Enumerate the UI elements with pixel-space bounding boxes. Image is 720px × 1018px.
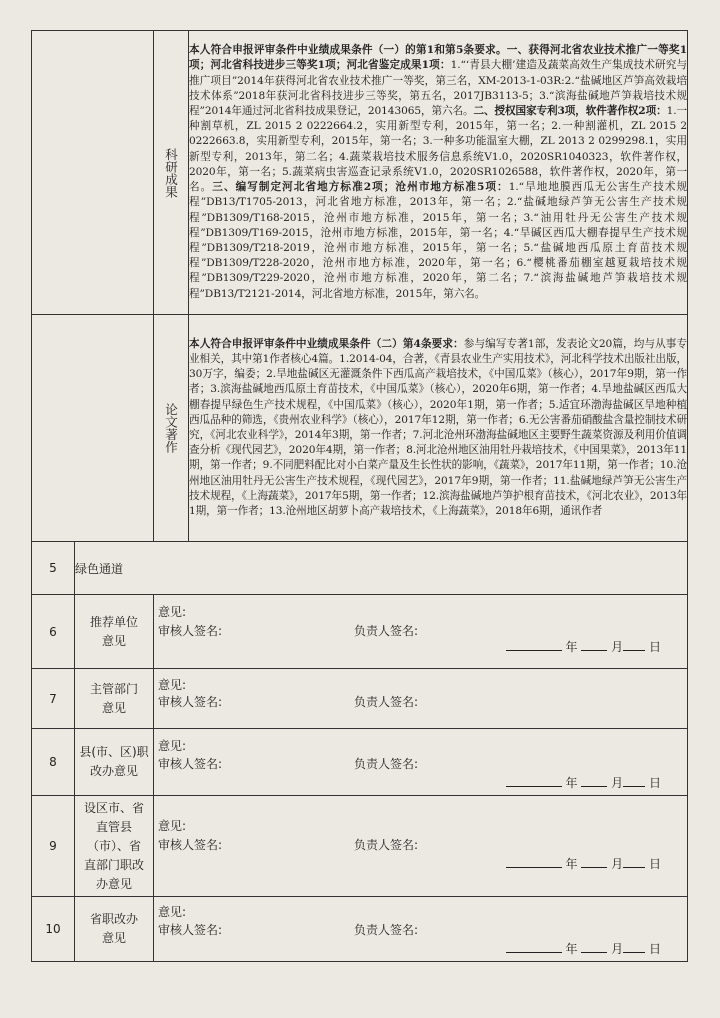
- row-number: 6: [32, 595, 75, 669]
- papers-row: [32, 315, 688, 542]
- row-number: 10: [32, 897, 75, 962]
- row-number: 8: [32, 729, 75, 796]
- research-content: [189, 31, 688, 315]
- research-heading-2: 二、授权国家专利3项，软件著作权2项：: [473, 105, 667, 118]
- date-line: 年 月 日: [506, 855, 661, 872]
- opinion-label: 意见:: [158, 678, 187, 692]
- row-label: 省职改办意见: [75, 897, 154, 962]
- signature-area: [154, 897, 688, 962]
- opinion-label: 意见:: [158, 739, 187, 753]
- row-label: 县(市、区)职改办意见: [75, 729, 154, 796]
- papers-heading: 本人符合申报评审条件中业绩成果条件（二）第4条要求：: [189, 337, 464, 350]
- row-recommending-unit: [32, 595, 688, 669]
- research-text-3: 1.“旱地地膜西瓜无公害生产技术规程”DB13/T1705-2013，河北省地方标准，2013年，第一名；2.“盐碱地绿芦笋无公害生产技术规程”DB1309/T168-2015，沧州市地方标准，2015年，第一名；3.“油用牡丹无公害生产技术规程”DB1309/T169-2015，沧州市地方标准，2015年，第一名；4.“旱碱区西瓜大棚春提早生产技术规程”DB1309/T218-2019，沧州市地方标准，2015年，第一名；5.“盐碱地西瓜原土育苗技术规程”DB1309/T228-2020，沧州市地方标准，2020年，第一名；6.“樱桃番茄棚室越夏栽培技术规程”DB1309/T229-2020，沧州市地方标准，2020年，第二名；7.“滨海盐碱地芦笋栽培技术规程”DB13/T2121-2014，河北省地方标准，2015年，第六名。: [189, 181, 687, 300]
- row-number: 9: [32, 796, 75, 897]
- reviewer-signature-label: 审核人签名:: [158, 923, 223, 937]
- responsible-signature-label: 负责人签名:: [354, 624, 419, 638]
- row-number: 7: [32, 669, 75, 729]
- row-city-office: [32, 796, 688, 897]
- row-county-office: [32, 729, 688, 796]
- responsible-signature-label: 负责人签名:: [354, 757, 419, 771]
- date-line: 年 月 日: [506, 638, 661, 655]
- signature-area: [154, 669, 688, 729]
- research-label: 科研成果: [154, 31, 189, 315]
- row-label: 设区市、省直管县（市）、省直部门职改办意见: [75, 796, 154, 897]
- research-empty-cell: [32, 31, 154, 315]
- responsible-signature-label: 负责人签名:: [354, 838, 419, 852]
- opinion-label: 意见:: [158, 605, 187, 619]
- research-heading-3: 三、编写制定河北省地方标准2项；沧州市地方标准5项：: [212, 181, 509, 194]
- papers-empty-cell: [32, 315, 154, 542]
- row-label: 推荐单位意见: [75, 595, 154, 669]
- signature-area: [154, 595, 688, 669]
- row-number: 5: [32, 542, 75, 595]
- research-heading-1: 本人符合申报评审条件中业绩成果条件（一）的第1和第5条要求。一、获得河北省农业技术推广一等奖1项；河北省科技进步三等奖1项；河北省鉴定成果1项：: [189, 44, 687, 72]
- row-provincial-office: [32, 897, 688, 962]
- review-form-table: [31, 30, 688, 962]
- reviewer-signature-label: 审核人签名:: [158, 695, 223, 709]
- papers-label: 论文著作: [154, 315, 189, 542]
- opinion-label: 意见:: [158, 819, 187, 833]
- row-label: 主管部门意见: [75, 669, 154, 729]
- date-line: 年 月 日: [506, 940, 661, 957]
- reviewer-signature-label: 审核人签名:: [158, 838, 223, 852]
- row-competent-department: [32, 669, 688, 729]
- responsible-signature-label: 负责人签名:: [354, 695, 419, 709]
- papers-content: [189, 315, 688, 542]
- signature-area: [154, 729, 688, 796]
- date-line: 年 月 日: [506, 774, 661, 791]
- row-green-channel: [32, 542, 688, 595]
- responsible-signature-label: 负责人签名:: [354, 923, 419, 937]
- reviewer-signature-label: 审核人签名:: [158, 624, 223, 638]
- reviewer-signature-label: 审核人签名:: [158, 757, 223, 771]
- research-text-2: 1.一种割草机，ZL 2015 2 0222664.2，实用新型专利，2015年，第一名；2.一种割灌机，ZL 2015 2 0222663.8，实用新型专利，2015年，第一名；3.一种多功能温室大棚，ZL 2013 2 0299298.1，实用新型专利，2013年，第二名；4.蔬菜栽培技术服务信息系统V1.0，2020SR1040323，软件著作权，2020年，第一名；5.蔬菜病虫害巡查记录系统V1.0，2020SR1026588，软件著作权，2020年，第一名。: [189, 105, 687, 194]
- research-row: [32, 31, 688, 315]
- opinion-label: 意见:: [158, 905, 187, 919]
- papers-text: 参与编写专著1部，发表论文20篇，均与从事专业相关，其中第1作者核心4篇。1.2014-04，合著，《青县农业生产实用技术》，河北科学技术出版社出版，30万字，编委；2.旱地盐碱区无灌溉条件下西瓜高产栽培技术，《中国瓜菜》（核心），2017年9期，第一作者；3.滨海盐碱地西瓜原土育苗技术，《中国瓜菜》（核心），2020年6期，第一作者；4.旱地盐碱区西瓜大棚春提早绿色生产技术规程，《中国瓜菜》（核心），2020年1期，第一作者；5.适宜环渤海盐碱区旱地种植西瓜品种的筛选，《贵州农业科学》（核心），2017年12期，第一作者；6.无公害番茄硝酸盐含量控制技术研究，《河北农业科学》，2014年3期，第一作者；7.河北沧州环渤海盐碱地区主要野生蔬菜资源及利用价值调查分析《现代园艺》，2020年4期，第一作者；8.河北沧州地区油用牡丹栽培技术，《中国果菜》，2013年11期，第一作者；9.不同肥料配比对小白菜产量及生长性状的影响，《蔬菜》，2017年11期，第一作者；10.沧州地区油用牡丹无公害生产技术规程，《现代园艺》，2017年9期，第一作者；11.盐碱地绿芦笋无公害生产技术规程，《上海蔬菜》，2017年5期，第一作者；12.滨海盐碱地芦笋护根育苗技术，《河北农业》，2013年1期，第一作者；13.沧州地区胡萝卜高产栽培技术，《上海蔬菜》，2018年6期，通讯作者: [189, 337, 687, 518]
- research-text-1: 1.“‘青县大棚’建造及蔬菜高效生产集成技术研究与推广项目”2014年获得河北省农业技术推广一等奖，第三名，XM-2013-1-03R:2.“盐碱地区芦笋高效栽培技术体系”2018年获河北省科技进步三等奖，第五名，2017JB3113-5；3.“滨海盐碱地芦笋栽培技术规程”2014年通过河北省科技成果登记，20143065，第六名。: [189, 59, 687, 118]
- row-label: 绿色通道: [75, 542, 688, 595]
- signature-area: [154, 796, 688, 897]
